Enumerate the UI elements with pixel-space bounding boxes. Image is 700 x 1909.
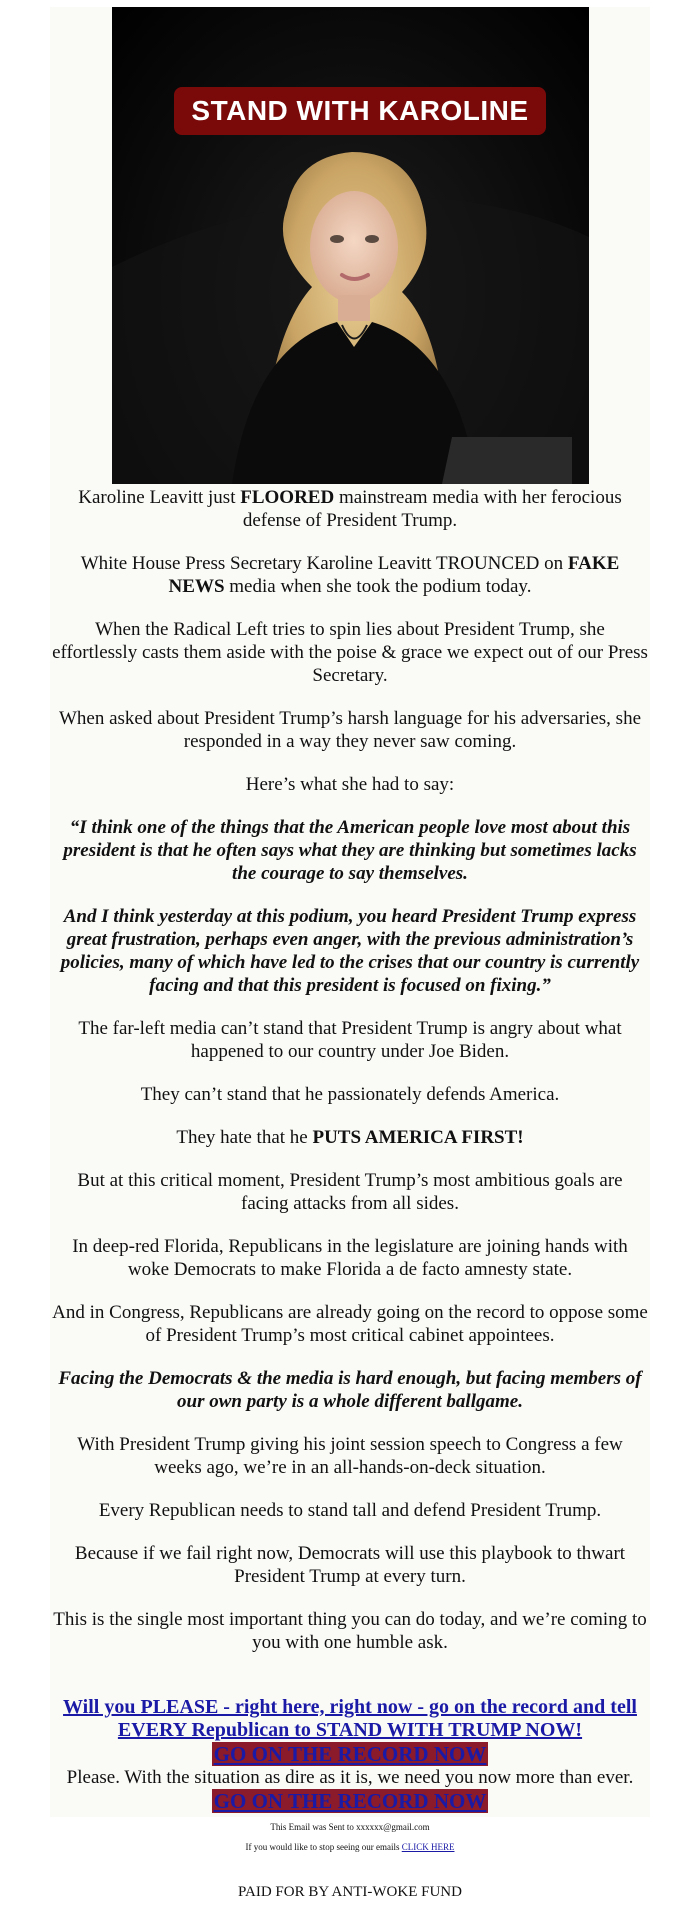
paragraph-critical-moment: But at this critical moment, President Trump’s most ambitious goals are facing attacks from all sides. [77, 1170, 623, 1214]
paragraph-trounced: White House Press Secretary Karoline Leavitt TROUNCED on FAKE NEWS media when she took the podium today. [80, 553, 620, 597]
go-on-record-button-2[interactable]: GO ON THE RECORD NOW [213, 1789, 487, 1813]
paragraph-playbook: Because if we fail right now, Democrats will use this playbook to thwart President Trump at every turn. [74, 1543, 626, 1587]
paragraph-intro: Karoline Leavitt just FLOORED mainstream media with her ferocious defense of President Trump. [78, 487, 622, 531]
call-to-action-section [52, 1696, 648, 1813]
paragraph-heres-what: Here’s what she had to say: [245, 774, 455, 795]
email-body [52, 486, 648, 1674]
paragraph-america-first: They hate that he PUTS AMERICA FIRST! [176, 1127, 524, 1148]
paragraph-own-party: Facing the Democrats & the media is hard enough, but facing members of our own party is a whole different ballgame. [58, 1368, 642, 1412]
paragraph-cant-stand: They can’t stand that he passionately defends America. [140, 1084, 560, 1105]
plea-text: Please. With the situation as dire as it is, we need you now more than ever. [66, 1767, 634, 1788]
paragraph-far-left: The far-left media can’t stand that President Trump is angry about what happened to our country under Joe Biden. [78, 1018, 622, 1062]
hero-image [112, 7, 589, 484]
quote-part-1: “I think one of the things that the American people love most about this president is that he often says what they are thinking but sometimes lacks the courage to say themselves. [63, 817, 637, 884]
hero-banner: STAND WITH KAROLINE [174, 87, 546, 135]
paragraph-humble-ask: This is the single most important thing you can do today, and we’re coming to you with one humble ask. [53, 1609, 647, 1653]
paragraph-asked: When asked about President Trump’s harsh language for his adversaries, she responded in a way they never saw coming. [58, 708, 641, 752]
paragraph-stand-tall: Every Republican needs to stand tall and defend President Trump. [98, 1500, 602, 1521]
sent-to-notice: This Email was Sent to xxxxxx@gmail.com [270, 1822, 430, 1832]
go-on-record-button[interactable]: GO ON THE RECORD NOW [213, 1742, 487, 1766]
paragraph-radical-left: When the Radical Left tries to spin lies about President Trump, she effortlessly casts them aside with the poise & grace we expect out of our Press Secretary. [52, 619, 648, 686]
paid-for-disclaimer: PAID FOR BY ANTI-WOKE FUND [238, 1884, 462, 1900]
paragraph-congress: And in Congress, Republicans are already going on the record to oppose some of President Trump’s most critical cabinet appointees. [52, 1302, 648, 1346]
paragraph-joint-session: With President Trump giving his joint session speech to Congress a few weeks ago, we’re in an all-hands-on-deck situation. [77, 1434, 623, 1478]
unsubscribe-line: If you would like to stop seeing our emails CLICK HERE [245, 1842, 455, 1852]
quote-part-2: And I think yesterday at this podium, you heard President Trump express great frustration, perhaps even anger, with the previous administration’s policies, many of which have led to the crises that our country is currently facing and that this president is focused on fixing.” [60, 906, 640, 996]
karoline-leavitt-portrait-icon [112, 7, 589, 484]
unsubscribe-link[interactable]: CLICK HERE [401, 1842, 455, 1852]
paragraph-florida: In deep-red Florida, Republicans in the legislature are joining hands with woke Democrats to make Florida a de facto amnesty state. [72, 1236, 628, 1280]
record-link[interactable]: Will you PLEASE - right here, right now - go on the record and tell EVERY Republican to STAND WITH TRUMP NOW! [63, 1696, 637, 1741]
